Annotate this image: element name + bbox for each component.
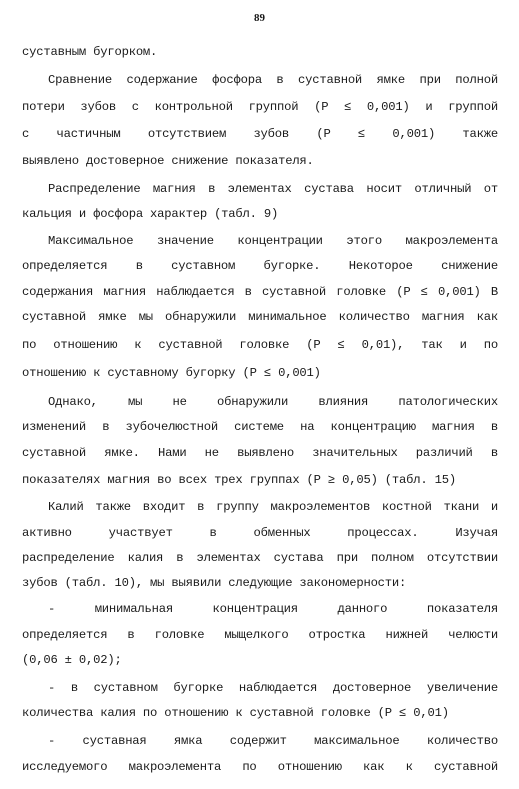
- text-line: Максимальное значение концентрации этого макроэлемента: [48, 234, 498, 248]
- text-line: изменений в зубочелюстной системе на концентрацию магния в: [22, 420, 498, 434]
- text-line: с частичным отсутствием зубов (Р ≤ 0,001) также: [22, 127, 498, 141]
- text-line: суставной ямке мы обнаружили минимальное количество магния как: [22, 310, 498, 324]
- text-line: по отношению к суставной головке (Р ≤ 0,01), так и по: [22, 338, 498, 352]
- text-line: Распределение магния в элементах сустава носит отличный от: [48, 182, 498, 196]
- text-line: исследуемого макроэлемента по отношению как к суставной: [22, 760, 498, 774]
- list-item-line: - в суставном бугорке наблюдается достоверное увеличение: [48, 681, 498, 695]
- text-line: зубов (табл. 10), мы выявили следующие закономерности:: [22, 576, 407, 590]
- text-line: активно участвует в обменных процессах. Изучая: [22, 526, 498, 540]
- text-line: Однако, мы не обнаружили влияния патологических: [48, 395, 498, 409]
- list-item-line: - суставная ямка содержит максимальное количество: [48, 734, 498, 748]
- text-line: суставной ямке. Нами не выявлено значительных различий в: [22, 446, 498, 460]
- text-line: отношению к суставному бугорку (Р ≤ 0,001): [22, 366, 321, 380]
- text-line: определяется в головке мыщелкого отростка нижней челюсти: [22, 628, 498, 642]
- text-line: определяется в суставном бугорке. Некоторое снижение: [22, 259, 498, 273]
- text-line: Калий также входит в группу макроэлементов костной ткани и: [48, 500, 498, 514]
- page-number: 89: [254, 12, 265, 24]
- text-line: показателях магния во всех трех группах (Р ≥ 0,05) (табл. 15): [22, 473, 456, 487]
- text-line: выявлено достоверное снижение показателя.: [22, 154, 314, 168]
- list-item-line: - минимальная концентрация данного показателя: [48, 602, 498, 616]
- text-line: распределение калия в элементах сустава при полном отсутствии: [22, 551, 498, 565]
- text-line: Сравнение содержание фосфора в суставной ямке при полной: [48, 73, 498, 87]
- text-line: содержания магния наблюдается в суставной головке (Р ≤ 0,001) В: [22, 285, 498, 299]
- text-line: кальция и фосфора характер (табл. 9): [22, 207, 279, 221]
- text-line: потери зубов с контрольной группой (Р ≤ 0,001) и группой: [22, 100, 498, 114]
- text-line: суставным бугорком.: [22, 45, 158, 59]
- text-line: (0,06 ± 0,02);: [22, 653, 122, 667]
- text-line: количества калия по отношению к суставной головке (Р ≤ 0,01): [22, 706, 449, 720]
